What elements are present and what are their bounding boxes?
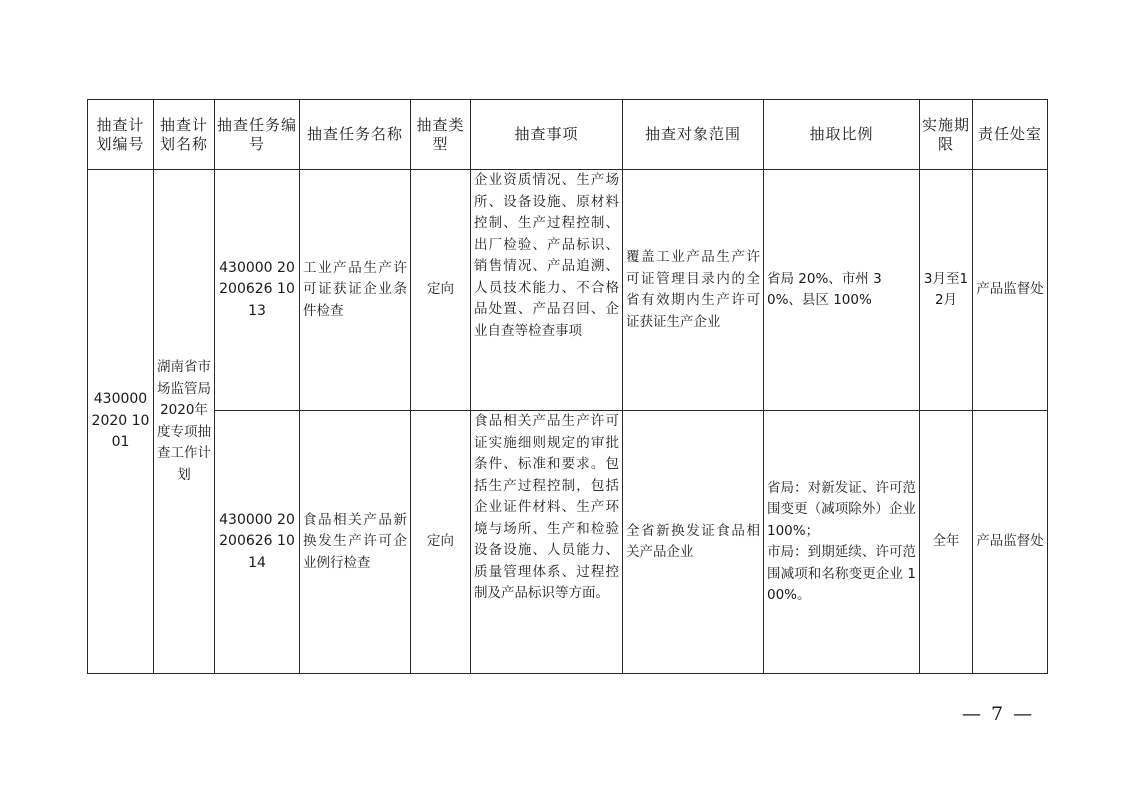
type-cell: 定向 [411,411,471,674]
header-items: 抽查事项 [471,100,623,170]
ratio-cell: 省局 20%、市州 30%、县区 100% [764,170,920,411]
page-number: — 7 — [962,703,1035,725]
dept-cell: 产品监督处 [973,170,1048,411]
items-cell: 企业资质情况、生产场所、设备设施、原材料控制、生产过程控制、出厂检验、产品标识、销售情况、产品追溯、人员技术能力、不合格品处置、产品召回、企业自查等检查事项 [471,170,623,411]
type-cell: 定向 [411,170,471,411]
items-cell: 食品相关产品生产许可证实施细则规定的审批条件、标准和要求。包括生产过程控制，包括企业证件材料、生产环境与场所、生产和检验设备设施、人员能力、质量管理体系、过程控制及产品标识等方面。 [471,411,623,674]
dept-cell: 产品监督处 [973,411,1048,674]
ratio-line-city: 市局：到期延续、许可范围减项和名称变更企业 100%。 [767,544,916,603]
header-ratio: 抽取比例 [764,100,920,170]
ratio-line-provincial: 省局：对新发证、许可范围变更（减项除外）企业 100%； [767,479,916,539]
header-scope: 抽查对象范围 [623,100,764,170]
ratio-cell [764,411,920,674]
scope-cell: 全省新换发证食品相关产品企业 [623,411,764,674]
header-task-id: 抽查任务编号 [215,100,300,170]
task-id-cell: 430000 20200626 1013 [215,170,300,411]
inspection-plan-table [87,99,1048,674]
header-task-name: 抽查任务名称 [300,100,411,170]
period-cell: 3月至12月 [920,170,973,411]
header-dept: 责任处室 [973,100,1048,170]
header-plan-name: 抽查计划名称 [154,100,215,170]
scope-cell: 覆盖工业产品生产许可证管理目录内的全省有效期内生产许可证获证生产企业 [623,170,764,411]
period-cell: 全年 [920,411,973,674]
header-type: 抽查类型 [411,100,471,170]
plan-name-cell: 湖南省市场监管局2020年度专项抽查工作计划 [154,170,215,674]
plan-id-cell: 430000 2020 1001 [88,170,154,674]
header-period: 实施期限 [920,100,973,170]
task-id-cell: 430000 20200626 1014 [215,411,300,674]
table-row [88,170,1048,411]
task-name-cell: 食品相关产品新换发生产许可企业例行检查 [300,411,411,674]
header-plan-id: 抽查计划编号 [88,100,154,170]
task-name-cell: 工业产品生产许可证获证企业条件检查 [300,170,411,411]
header-row [88,100,1048,170]
table-row [88,411,1048,674]
